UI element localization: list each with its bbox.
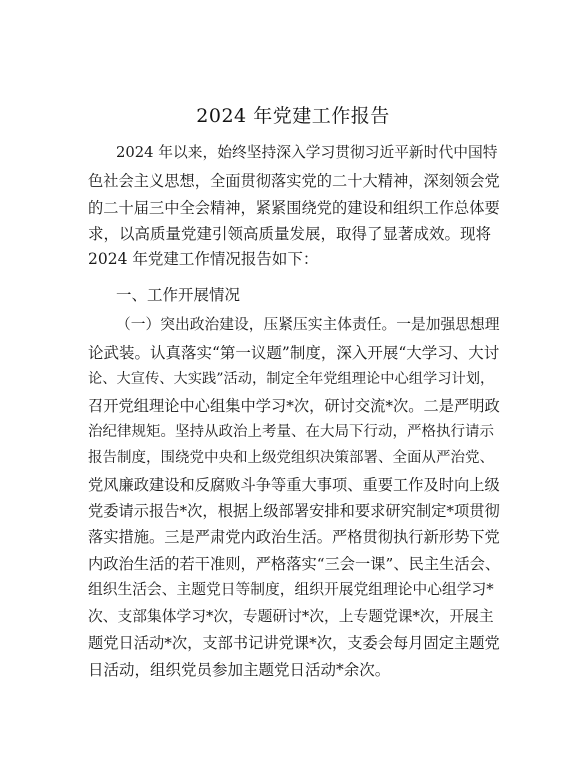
body-line: 党风廉政建设和反腐败斗争等重大事项、重要工作及时向上级 [88,476,500,494]
body-line: 内政治生活的若干准则，严格落实“三会一课”、民主生活会、 [88,555,501,573]
body-line: 治纪律规矩。坚持从政治上考量、在大局下行动，严格执行请示 [88,424,494,440]
intro-line: 2024 年以来，始终坚持深入学习贯彻习近平新时代中国特 [116,144,498,161]
document-title: 2024 年党建工作报告 [196,105,390,127]
body-line: 论武装。认真落实“第一议题”制度，深入开展“大学习、大讨 [88,344,500,362]
section-heading: 一、工作开展情况 [116,286,241,304]
intro-line: 2024 年党建工作情况报告如下： [88,250,319,268]
intro-line: 的二十届三中全会精神，紧紧围绕党的建设和组织工作总体要 [88,199,500,217]
body-line: 日活动，组织党员参加主题党日活动*余次。 [88,661,391,679]
body-line: 论、大宣传、大实践”活动，制定全年党组理论中心组学习计划， [88,371,495,387]
body-line: 组织生活会、主题党日等制度，组织开展党组理论中心组学习* [88,581,494,598]
body-line: 报告制度，围绕党中央和上级党组织决策部署、全面从严治党、 [88,450,494,466]
body-line: （一）突出政治建设，压紧压实主体责任。一是加强思想理 [116,316,500,333]
intro-line: 求，以高质量党建引领高质量发展，取得了显著成效。现将 [88,225,492,243]
intro-line: 色社会主义思想，全面贯彻落实党的二十大精神，深刻领会党 [88,172,500,190]
body-line: 题党日活动*次，支部书记讲党课*次，支委会每月固定主题党 [88,634,500,652]
body-line: 召开党组理论中心组集中学习*次，研讨交流*次。二是严明政 [88,397,500,415]
body-line: 党委请示报告*次，根据上级部署安排和要求研究制定*项贯彻 [88,502,500,520]
body-line: 落实措施。三是严肃党内政治生活。严格贯彻执行新形势下党 [88,528,500,546]
body-line: 次、支部集体学习*次，专题研讨*次，上专题党课*次，开展主 [88,608,494,625]
